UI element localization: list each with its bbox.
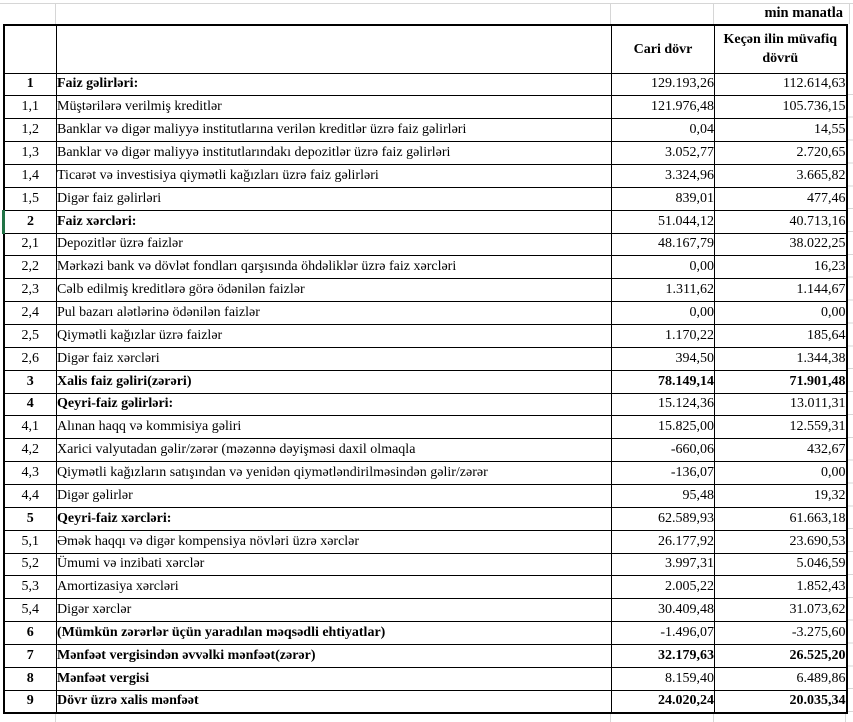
row-previous-value-cell: 1.344,38: [715, 347, 847, 370]
header-label-cell: [57, 25, 612, 73]
row-number-cell: 9: [4, 690, 57, 713]
table-row: [4, 142, 847, 165]
row-label-cell: Xalis faiz gəliri(zərəri): [57, 370, 612, 393]
row-number-cell: 4,4: [4, 484, 57, 507]
row-previous-value-cell: 477,46: [715, 187, 847, 210]
row-number-cell: 2,4: [4, 302, 57, 325]
row-previous-value-cell: 1.852,43: [715, 576, 847, 599]
row-label-cell: Mənfəət vergisi: [57, 667, 612, 690]
header-previous-period: Keçən ilin müvafiq dövrü: [715, 25, 847, 73]
table-row: [4, 279, 847, 302]
row-current-value-cell: 30.409,48: [612, 599, 715, 622]
header-current-period: Cari dövr: [612, 25, 715, 73]
table-header-row: [4, 25, 847, 73]
table-row: [4, 690, 847, 713]
row-previous-value-cell: 432,67: [715, 439, 847, 462]
row-label-cell: Digər gəlirlər: [57, 484, 612, 507]
row-number-cell: 3: [4, 370, 57, 393]
row-previous-value-cell: 13.011,31: [715, 393, 847, 416]
table-row: [4, 210, 847, 233]
row-number-cell: 2,1: [4, 233, 57, 256]
row-number-cell: 5,3: [4, 576, 57, 599]
row-label-cell: Cəlb edilmiş kreditlərə görə ödənilən faizlər: [57, 279, 612, 302]
row-number-cell: 2: [4, 210, 57, 233]
table-row: [4, 256, 847, 279]
table-row: [4, 347, 847, 370]
row-number-cell: 1: [4, 73, 57, 96]
row-previous-value-cell: 31.073,62: [715, 599, 847, 622]
table-row: [4, 302, 847, 325]
table-row: [4, 416, 847, 439]
row-current-value-cell: 0,00: [612, 256, 715, 279]
row-number-cell: 2,3: [4, 279, 57, 302]
row-label-cell: Əmək haqqı və digər kompensiya növləri üzrə xərclər: [57, 530, 612, 553]
row-current-value-cell: 839,01: [612, 187, 715, 210]
row-label-cell: Pul bazarı alətlərinə ödənilən faizlər: [57, 302, 612, 325]
table-row: [4, 576, 847, 599]
row-number-cell: 1,4: [4, 164, 57, 187]
row-label-cell: Dövr üzrə xalis mənfəət: [57, 690, 612, 713]
row-label-cell: Depozitlər üzrə faizlər: [57, 233, 612, 256]
table-row: [4, 644, 847, 667]
row-current-value-cell: 95,48: [612, 484, 715, 507]
row-previous-value-cell: 16,23: [715, 256, 847, 279]
gridline: [849, 3, 850, 24]
row-previous-value-cell: 5.046,59: [715, 553, 847, 576]
row-current-value-cell: 8.159,40: [612, 667, 715, 690]
row-previous-value-cell: 0,00: [715, 302, 847, 325]
income-statement-table: [2, 24, 848, 714]
row-previous-value-cell: 14,55: [715, 119, 847, 142]
row-previous-value-cell: 40.713,16: [715, 210, 847, 233]
row-previous-value-cell: 38.022,25: [715, 233, 847, 256]
row-current-value-cell: 394,50: [612, 347, 715, 370]
row-previous-value-cell: 71.901,48: [715, 370, 847, 393]
row-number-cell: 1,1: [4, 96, 57, 119]
row-current-value-cell: 24.020,24: [612, 690, 715, 713]
row-current-value-cell: 62.589,93: [612, 507, 715, 530]
row-number-cell: 4,3: [4, 462, 57, 485]
row-current-value-cell: 51.044,12: [612, 210, 715, 233]
row-previous-value-cell: 0,00: [715, 462, 847, 485]
row-previous-value-cell: 12.559,31: [715, 416, 847, 439]
row-number-cell: 5,1: [4, 530, 57, 553]
row-number-cell: 2,2: [4, 256, 57, 279]
row-number-cell: 2,6: [4, 347, 57, 370]
row-number-cell: 4: [4, 393, 57, 416]
row-label-cell: Qiymətli kağızlar üzrə faizlər: [57, 324, 612, 347]
gridline: [610, 3, 611, 24]
row-current-value-cell: 0,00: [612, 302, 715, 325]
row-previous-value-cell: -3.275,60: [715, 622, 847, 645]
header-number-cell: [4, 25, 57, 73]
row-label-cell: Xarici valyutadan gəlir/zərər (məzənnə dəyişməsi daxil olmaqla: [57, 439, 612, 462]
row-current-value-cell: 26.177,92: [612, 530, 715, 553]
row-label-cell: Ticarət və investisiya qiymətli kağızları üzrə faiz gəlirləri: [57, 164, 612, 187]
row-current-value-cell: 3.324,96: [612, 164, 715, 187]
table-header: [4, 25, 847, 73]
table-row: [4, 553, 847, 576]
row-number-cell: 8: [4, 667, 57, 690]
row-number-cell: 1,3: [4, 142, 57, 165]
table-row: [4, 530, 847, 553]
row-current-value-cell: 2.005,22: [612, 576, 715, 599]
table-row: [4, 507, 847, 530]
row-label-cell: (Mümkün zərərlər üçün yaradılan məqsədli ehtiyatlar): [57, 622, 612, 645]
table-body: [4, 73, 847, 713]
row-previous-value-cell: 20.035,34: [715, 690, 847, 713]
row-previous-value-cell: 185,64: [715, 324, 847, 347]
gridline: [0, 3, 853, 4]
row-number-cell: 5,2: [4, 553, 57, 576]
table-row: [4, 233, 847, 256]
row-previous-value-cell: 3.665,82: [715, 164, 847, 187]
row-current-value-cell: 15.825,00: [612, 416, 715, 439]
row-label-cell: Qeyri-faiz gəlirləri:: [57, 393, 612, 416]
table-row: [4, 462, 847, 485]
row-current-value-cell: -660,06: [612, 439, 715, 462]
row-current-value-cell: 1.311,62: [612, 279, 715, 302]
row-label-cell: Faiz gəlirləri:: [57, 73, 612, 96]
row-current-value-cell: 3.997,31: [612, 553, 715, 576]
row-number-cell: 2,5: [4, 324, 57, 347]
row-number-cell: 6: [4, 622, 57, 645]
table-row: [4, 370, 847, 393]
gridline: [55, 3, 56, 24]
row-label-cell: Alınan haqq və kommisiya gəliri: [57, 416, 612, 439]
row-label-cell: Mənfəət vergisindən əvvəlki mənfəət(zərər): [57, 644, 612, 667]
table-row: [4, 667, 847, 690]
row-previous-value-cell: 23.690,53: [715, 530, 847, 553]
row-number-cell: 5,4: [4, 599, 57, 622]
row-current-value-cell: -1.496,07: [612, 622, 715, 645]
row-previous-value-cell: 26.525,20: [715, 644, 847, 667]
row-label-cell: Digər xərclər: [57, 599, 612, 622]
table-row: [4, 599, 847, 622]
row-number-cell: 7: [4, 644, 57, 667]
row-current-value-cell: 32.179,63: [612, 644, 715, 667]
row-label-cell: Faiz xərcləri:: [57, 210, 612, 233]
row-previous-value-cell: 112.614,63: [715, 73, 847, 96]
row-label-cell: Qiymətli kağızların satışından və yenidən qiymətləndirilməsindən gəlir/zərər: [57, 462, 612, 485]
table-row: [4, 73, 847, 96]
table-row: [4, 119, 847, 142]
row-previous-value-cell: 2.720,65: [715, 142, 847, 165]
row-current-value-cell: 0,04: [612, 119, 715, 142]
row-previous-value-cell: 19,32: [715, 484, 847, 507]
row-label-cell: Mərkəzi bank və dövlət fondları qarşısında öhdəliklər üzrə faiz xərcləri: [57, 256, 612, 279]
row-number-cell: 5: [4, 507, 57, 530]
row-previous-value-cell: 61.663,18: [715, 507, 847, 530]
row-number-cell: 4,1: [4, 416, 57, 439]
row-previous-value-cell: 1.144,67: [715, 279, 847, 302]
table-row: [4, 164, 847, 187]
table-row: [4, 187, 847, 210]
gridline: [713, 3, 714, 24]
row-current-value-cell: 1.170,22: [612, 324, 715, 347]
row-label-cell: Digər faiz gəlirləri: [57, 187, 612, 210]
row-label-cell: Müştərilərə verilmiş kreditlər: [57, 96, 612, 119]
row-current-value-cell: 121.976,48: [612, 96, 715, 119]
table-row: [4, 622, 847, 645]
row-label-cell: Ümumi və inzibati xərclər: [57, 553, 612, 576]
row-current-value-cell: 129.193,26: [612, 73, 715, 96]
table-row: [4, 324, 847, 347]
table-row: [4, 96, 847, 119]
row-label-cell: Banklar və digər maliyyə institutlarına verilən kreditlər üzrə faiz gəlirləri: [57, 119, 612, 142]
table-row: [4, 393, 847, 416]
row-current-value-cell: 78.149,14: [612, 370, 715, 393]
row-number-cell: 4,2: [4, 439, 57, 462]
row-number-cell: 1,5: [4, 187, 57, 210]
row-label-cell: Qeyri-faiz xərcləri:: [57, 507, 612, 530]
row-previous-value-cell: 6.489,86: [715, 667, 847, 690]
row-current-value-cell: -136,07: [612, 462, 715, 485]
row-number-cell: 1,2: [4, 119, 57, 142]
row-previous-value-cell: 105.736,15: [715, 96, 847, 119]
row-current-value-cell: 3.052,77: [612, 142, 715, 165]
row-label-cell: Digər faiz xərcləri: [57, 347, 612, 370]
row-label-cell: Amortizasiya xərcləri: [57, 576, 612, 599]
table-row: [4, 484, 847, 507]
unit-label: min manatla: [764, 5, 843, 21]
row-current-value-cell: 15.124,36: [612, 393, 715, 416]
row-label-cell: Banklar və digər maliyyə institutlarındakı depozitlər üzrə faiz gəlirləri: [57, 142, 612, 165]
table-row: [4, 439, 847, 462]
row-current-value-cell: 48.167,79: [612, 233, 715, 256]
